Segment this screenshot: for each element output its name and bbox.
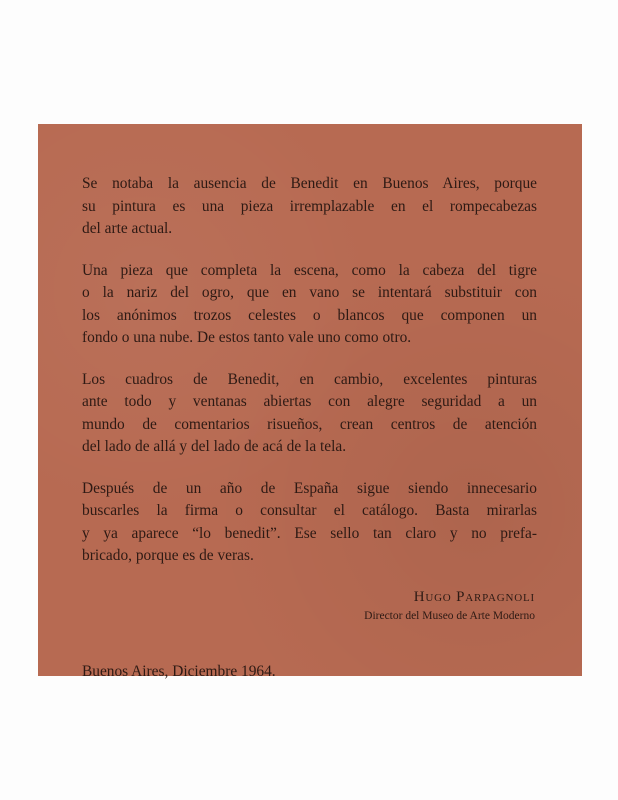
text-line: o la nariz del ogro, que en vano se intentará substituir con bbox=[82, 284, 537, 301]
text-line: su pintura es una pieza irremplazable en el rompecabezas bbox=[82, 197, 537, 215]
signature-name: Hugo Parpagnoli bbox=[413, 588, 535, 605]
text-line: fondo o una nube. De estos tanto vale uno como otro. bbox=[82, 329, 412, 346]
text-line: y ya aparece “lo benedit”. Ese sello tan claro y no prefa- bbox=[82, 524, 537, 542]
brown-paper-card bbox=[38, 124, 582, 680]
text-line: ante todo y ventanas abiertas con alegre seguridad a un bbox=[82, 393, 537, 410]
text-line: mundo de comentarios risueños, crean centros de atención bbox=[82, 415, 537, 433]
text-line: los anónimos trozos celestes o blancos que componen un bbox=[82, 306, 537, 324]
paragraph-4 bbox=[82, 478, 537, 568]
text-line: Una pieza que completa la escena, como la cabeza del tigre bbox=[82, 261, 537, 279]
text-line: Los cuadros de Benedit, en cambio, excelentes pinturas bbox=[82, 370, 537, 388]
signature-title: Director del Museo de Arte Moderno bbox=[364, 609, 535, 622]
text-line: Se notaba la ausencia de Benedit en Buenos Aires, porque bbox=[82, 175, 537, 192]
paragraph-3 bbox=[82, 369, 537, 459]
dateline: Buenos Aires, Diciembre 1964. bbox=[82, 662, 276, 680]
text-line: del lado de allá y del lado de acá de la tela. bbox=[82, 438, 347, 455]
signature-block bbox=[82, 587, 537, 625]
paragraph-1 bbox=[82, 173, 537, 241]
text-line: bricado, porque es de veras. bbox=[82, 547, 254, 564]
text-line: del arte actual. bbox=[82, 220, 173, 237]
paragraph-2 bbox=[82, 260, 537, 350]
text-line: Después de un año de España sigue siendo innecesario bbox=[82, 479, 537, 497]
text-line: buscarles la firma o consultar el catálogo. Basta mirarlas bbox=[82, 502, 537, 519]
